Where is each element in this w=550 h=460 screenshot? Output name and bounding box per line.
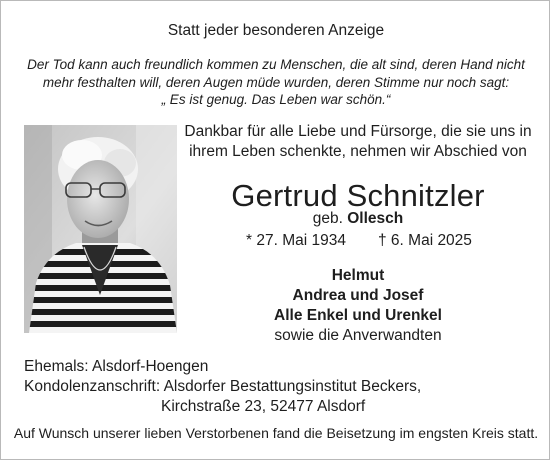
contact-info xyxy=(24,357,421,417)
mourners-list xyxy=(183,266,533,346)
burial-note: Auf Wunsch unserer lieben Verstorbenen fand die Beisetzung im engsten Kreis statt. xyxy=(13,425,539,441)
former-residence: Ehemals: Alsdorf-Hoengen xyxy=(24,358,209,375)
portrait-illustration xyxy=(24,125,177,333)
maiden-prefix: geb. xyxy=(312,210,343,227)
quote-line: „ Es ist genug. Das Leben war schön.“ xyxy=(161,92,391,107)
mourner-name: Helmut xyxy=(331,267,385,284)
quote-line: mehr festhalten will, deren Augen müde wurden, deren Stimme nur noch sagt: xyxy=(42,74,510,90)
notice-heading: Statt jeder besonderen Anzeige xyxy=(167,22,385,39)
memorial-quote xyxy=(11,56,541,109)
intro-text xyxy=(183,122,533,162)
death-date: † 6. Mai 2025 xyxy=(378,232,472,249)
intro-line: Dankbar für alle Liebe und Fürsorge, die sie uns in xyxy=(184,123,532,140)
condolence-address-line2: Kirchstraße 23, 52477 Alsdorf xyxy=(161,398,366,415)
quote-line: Der Tod kann auch freundlich kommen zu Menschen, die alt sind, deren Hand nicht xyxy=(27,57,525,72)
intro-line: ihrem Leben schenkte, nehmen wir Abschied von xyxy=(189,143,527,160)
condolence-address-line1: Kondolenzanschrift: Alsdorfer Bestattungsinstitut Beckers, xyxy=(24,378,422,395)
mourner-name: Andrea und Josef xyxy=(292,287,424,304)
birth-date: * 27. Mai 1934 xyxy=(246,232,346,249)
maiden-name-line xyxy=(183,210,533,228)
maiden-name: Ollesch xyxy=(347,210,404,227)
deceased-name: Gertrud Schnitzler xyxy=(231,178,485,213)
mourner-others: sowie die Anverwandten xyxy=(274,327,442,344)
mourner-name: Alle Enkel und Urenkel xyxy=(274,307,442,324)
portrait-photo xyxy=(24,125,177,333)
